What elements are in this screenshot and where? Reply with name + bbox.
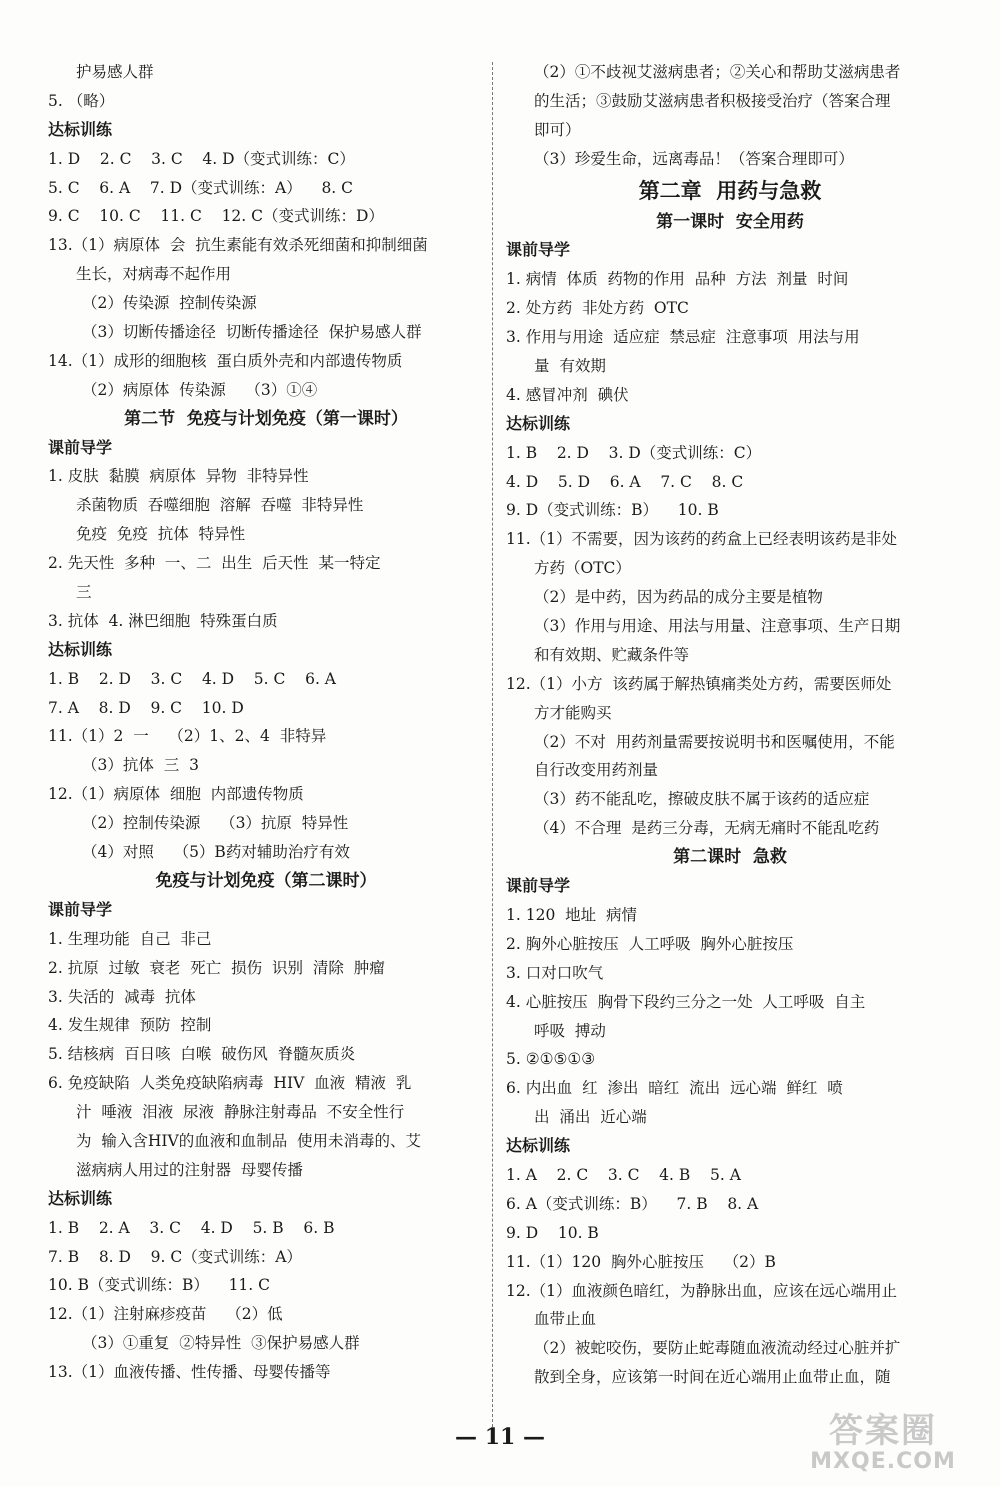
answer-line: 和有效期、贮藏条件等 — [534, 645, 690, 664]
watermark-url: MXQE.COM — [810, 1449, 956, 1474]
answer-line: 11.（1）2 一 （2）1、2、4 非特异 — [48, 727, 327, 746]
section-heading: 课前导学 — [506, 876, 571, 896]
section-heading: 达标训练 — [506, 413, 571, 433]
right-column — [506, 58, 954, 1392]
answer-line: 4. 心脏按压 胸骨下段约三分之一处 人工呼吸 自主 — [506, 992, 866, 1011]
answer-line: 13.（1）血液传播、性传播、母婴传播等 — [48, 1363, 331, 1382]
answer-line: 1. D 2. C 3. C 4. D（变式训练：C） — [48, 149, 355, 168]
answer-line: 14.（1）成形的细胞核 蛋白质外壳和内部遗传物质 — [48, 351, 403, 370]
left-column — [48, 58, 484, 1387]
answer-line: 4. D 5. D 6. A 7. C 8. C — [506, 472, 744, 491]
chapter-title: 第二章 用药与急救 — [638, 178, 822, 203]
lesson-title: 免疫与计划免疫（第二课时） — [155, 870, 377, 891]
answer-line: 1. 生理功能 自己 非己 — [48, 929, 212, 948]
answer-line: 12.（1）注射麻疹疫苗 （2）低 — [48, 1305, 283, 1324]
answer-line: 生长，对病毒不起作用 — [76, 265, 232, 284]
answer-line: 自行改变用药剂量 — [534, 761, 659, 780]
answer-line: 1. 皮肤 黏膜 病原体 异物 非特异性 — [48, 467, 309, 486]
answer-line: 3. 抗体 4. 淋巴细胞 特殊蛋白质 — [48, 611, 278, 630]
answer-line: 6. 内出血 红 渗出 暗红 流出 远心端 鲜红 喷 — [506, 1079, 843, 1098]
section-heading: 课前导学 — [48, 437, 113, 457]
answer-line: 方药（OTC） — [534, 559, 631, 578]
answer-line: （2）控制传染源 （3）抗原 特异性 — [82, 814, 349, 833]
section-heading: 达标训练 — [48, 639, 113, 659]
answer-line: 的生活；③鼓励艾滋病患者积极接受治疗（答案合理 — [534, 91, 891, 110]
answer-line: （3）抗体 三 3 — [82, 756, 199, 775]
answer-line: 6. 免疫缺陷 人类免疫缺陷病毒 HIV 血液 精液 乳 — [48, 1074, 412, 1093]
section-heading: 达标训练 — [48, 119, 113, 139]
answer-line: 4. 发生规律 预防 控制 — [48, 1016, 212, 1035]
answer-line: （4）对照 （5）B药对辅助治疗有效 — [82, 843, 350, 862]
answer-line: 7. A 8. D 9. C 10. D — [48, 698, 244, 717]
page-number: — 11 — — [455, 1424, 545, 1450]
section-heading: 课前导学 — [48, 899, 113, 919]
answer-line: 为 输入含HIV的血液和血制品 使用未消毒的、艾 — [76, 1131, 422, 1150]
answer-line: 方才能购买 — [534, 703, 612, 722]
answer-line: 2. 处方药 非处方药 OTC — [506, 299, 689, 318]
lesson-title: 第一课时 安全用药 — [656, 211, 804, 232]
answer-line: 12.（1）血液颜色暗红，为静脉出血，应该在远心端用止 — [506, 1281, 898, 1300]
watermark-text: 答案圈 — [829, 1411, 937, 1451]
watermark-logo — [788, 1412, 978, 1476]
answer-line: 5. （略） — [48, 91, 115, 110]
answer-line: 量 有效期 — [534, 357, 606, 376]
answer-line: 13.（1）病原体 会 抗生素能有效杀死细菌和抑制细菌 — [48, 236, 428, 255]
answer-line: 呼吸 搏动 — [534, 1021, 606, 1040]
answer-line: 10. B（变式训练：B） 11. C — [48, 1276, 271, 1295]
answer-line: 1. A 2. C 3. C 4. B 5. A — [506, 1165, 741, 1184]
answer-line: 9. C 10. C 11. C 12. C（变式训练：D） — [48, 207, 384, 226]
answer-line: 7. B 8. D 9. C（变式训练：A） — [48, 1247, 302, 1266]
section-heading: 达标训练 — [506, 1136, 571, 1156]
answer-line: 汁 唾液 泪液 尿液 静脉注射毒品 不安全性行 — [76, 1103, 405, 1122]
answer-line: 1. 120 地址 病情 — [506, 905, 638, 924]
lesson-title: 第二课时 急救 — [673, 847, 787, 868]
answer-line: 12.（1）小方 该药属于解热镇痛类处方药，需要医师处 — [506, 674, 892, 693]
answer-line: （3）切断传播途径 切断传播途径 保护易感人群 — [82, 323, 422, 342]
answer-line: 滋病病人用过的注射器 母婴传播 — [76, 1160, 303, 1179]
section-heading: 课前导学 — [506, 240, 571, 260]
answer-line: 3. 作用与用途 适应症 禁忌症 注意事项 用法与用 — [506, 328, 860, 347]
answer-line: 11.（1）120 胸外心脏按压 （2）B — [506, 1252, 776, 1271]
answer-line: 2. 先天性 多种 一、二 出生 后天性 某一特定 — [48, 554, 381, 573]
answer-line: 11.（1）不需要，因为该药的药盒上已经表明该药是非处 — [506, 530, 898, 549]
answer-line: （3）药不能乱吃，擦破皮肤不属于该药的适应症 — [534, 790, 870, 809]
answer-line: 2. 胸外心脏按压 人工呼吸 胸外心脏按压 — [506, 934, 794, 953]
answer-line: 1. B 2. D 3. C 4. D 5. C 6. A — [48, 669, 336, 688]
answer-line: 3. 口对口吹气 — [506, 963, 604, 982]
answer-line: 散到全身，应该第一时间在近心端用止血带止血，随 — [534, 1368, 891, 1387]
answer-line: 1. B 2. D 3. D（变式训练：C） — [506, 443, 762, 462]
column-divider — [492, 62, 493, 1437]
answer-line: 护易感人群 — [76, 63, 154, 81]
answer-line: （2）不对 用药剂量需要按说明书和医嘱使用，不能 — [534, 732, 895, 751]
answer-line: 9. D（变式训练：B） 10. B — [506, 501, 719, 520]
answer-line: 三 — [76, 583, 92, 602]
answer-line: 9. D 10. B — [506, 1223, 599, 1242]
answer-line: （3）珍爱生命，远离毒品！（答案合理即可） — [534, 149, 854, 168]
answer-line: 1. 病情 体质 药物的作用 品种 方法 剂量 时间 — [506, 270, 849, 289]
answer-line: 即可） — [534, 120, 581, 139]
answer-line: 1. B 2. A 3. C 4. D 5. B 6. B — [48, 1218, 335, 1237]
answer-line: 2. 抗原 过敏 衰老 死亡 损伤 识别 清除 肿瘤 — [48, 958, 385, 977]
answer-line: （4）不合理 是药三分毒，无病无痛时不能乱吃药 — [534, 819, 880, 838]
answer-line: （2）传染源 控制传染源 — [82, 294, 257, 313]
answer-line: 5. C 6. A 7. D（变式训练：A） 8. C — [48, 178, 354, 197]
answer-line: （3）作用与用途、用法与用量、注意事项、生产日期 — [534, 617, 901, 636]
answer-line: 免疫 免疫 抗体 特异性 — [76, 525, 246, 544]
answer-line: （2）被蛇咬伤，要防止蛇毒随血液流动经过心脏并扩 — [534, 1339, 901, 1358]
answer-line: 杀菌物质 吞噬细胞 溶解 吞噬 非特异性 — [76, 496, 364, 515]
answer-line: （2）是中药，因为药品的成分主要是植物 — [534, 588, 823, 607]
answer-line: 5. ②①⑤①③ — [506, 1050, 596, 1069]
answer-line: 血带止血 — [534, 1310, 597, 1329]
answer-line: 12.（1）病原体 细胞 内部遗传物质 — [48, 785, 304, 804]
lesson-title: 第二节 免疫与计划免疫（第一课时） — [124, 408, 408, 429]
answer-line: （3）①重复 ②特异性 ③保护易感人群 — [82, 1334, 360, 1353]
answer-line: 6. A（变式训练：B） 7. B 8. A — [506, 1194, 759, 1213]
answer-line: 出 涌出 近心端 — [534, 1108, 647, 1127]
answer-line: 3. 失活的 减毒 抗体 — [48, 987, 196, 1006]
answer-line: 5. 结核病 百日咳 白喉 破伤风 脊髓灰质炎 — [48, 1045, 356, 1064]
answer-line: （2）病原体 传染源 （3）①④ — [82, 380, 318, 399]
answer-line: 4. 感冒冲剂 碘伏 — [506, 385, 629, 404]
section-heading: 达标训练 — [48, 1188, 113, 1208]
answer-line: （2）①不歧视艾滋病患者；②关心和帮助艾滋病患者 — [534, 63, 901, 81]
